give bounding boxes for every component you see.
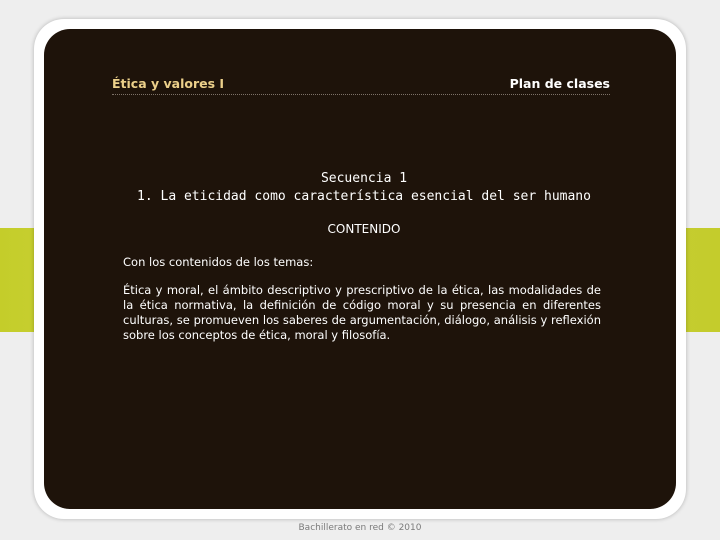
course-title: Ética y valores I — [112, 76, 225, 91]
content-label: CONTENIDO — [327, 222, 401, 236]
content-body: Ética y moral, el ámbito descriptivo y prescriptivo de la ética, las modalidades de la ética normativa, la definición de código moral y su presencia en diferentes culturas, se promueven los saberes de argumentación, diálogo, análisis y reflexión sobre los conceptos de ética, moral y filosofía. — [123, 283, 601, 342]
footer-credit: Bachillerato en red © 2010 — [298, 523, 422, 533]
title-block — [100, 170, 628, 206]
content-intro: Con los contenidos de los temas: — [123, 255, 314, 269]
plan-title: Plan de clases — [509, 76, 610, 91]
topic-title: 1. La eticidad como característica esencial del ser humano — [137, 189, 591, 204]
sequence-title: Secuencia 1 — [320, 171, 408, 186]
header-divider — [112, 94, 610, 95]
content-panel — [44, 29, 676, 509]
